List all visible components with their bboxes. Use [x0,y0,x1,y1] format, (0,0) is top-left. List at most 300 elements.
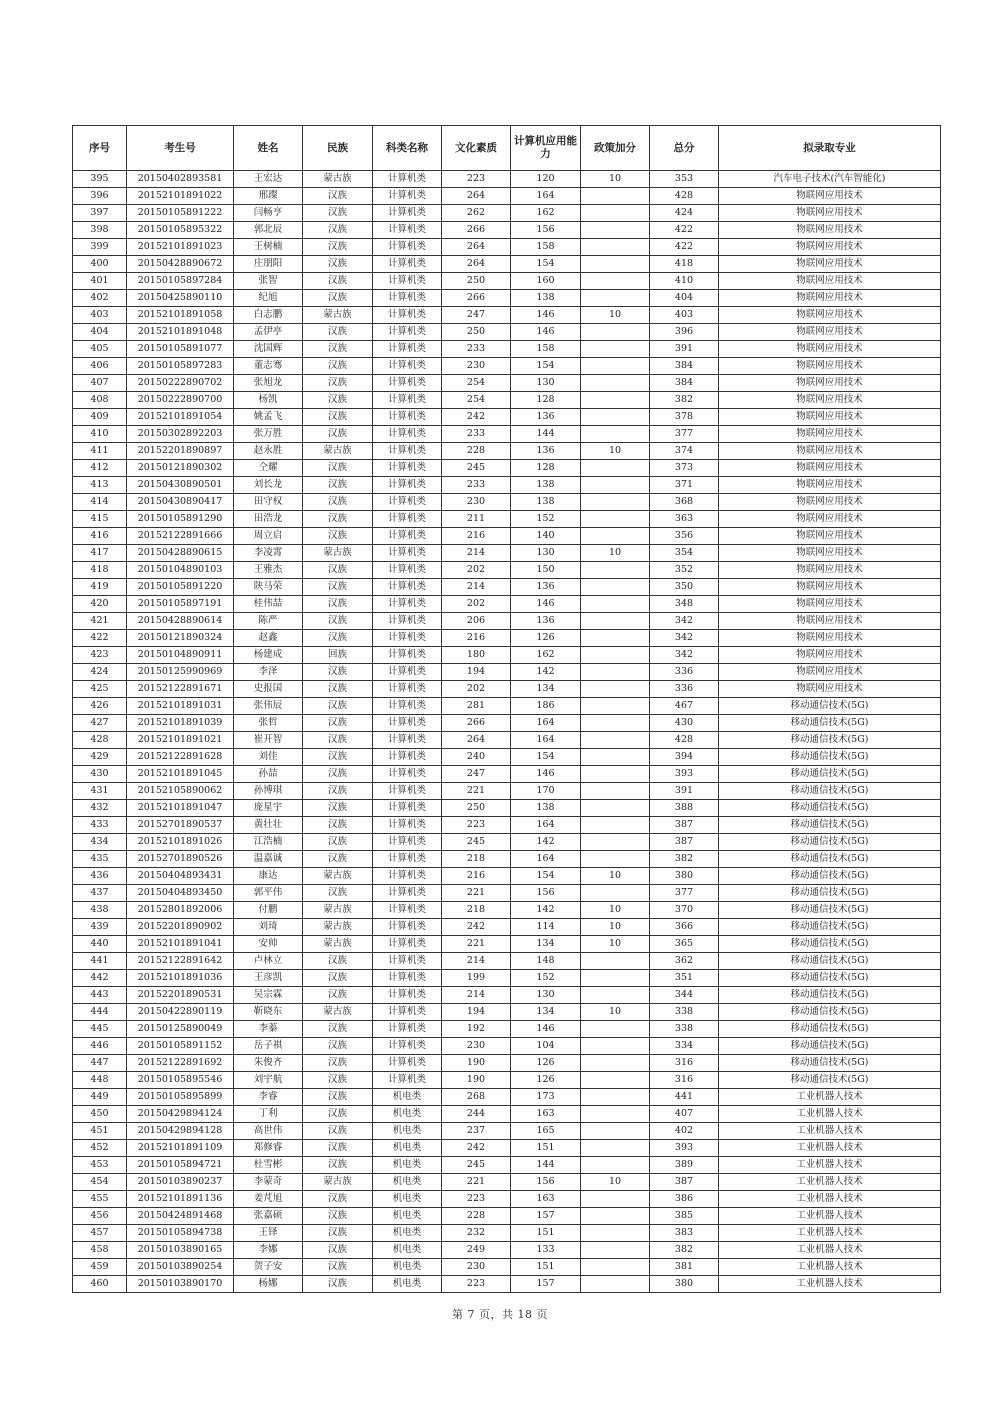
cell-skill-score: 154 [511,749,581,766]
cell-ethnicity: 汉族 [303,953,373,970]
cell-total: 366 [650,919,719,936]
cell-ethnicity: 蒙古族 [303,1174,373,1191]
cell-skill-score: 173 [511,1089,581,1106]
cell-total: 394 [650,749,719,766]
cell-ethnicity: 汉族 [303,426,373,443]
header-exam-id: 考生号 [127,126,234,171]
cell-index: 404 [73,324,127,341]
cell-ethnicity: 汉族 [303,698,373,715]
cell-category: 计算机类 [373,460,442,477]
cell-name: 张旭龙 [234,375,303,392]
cell-category: 计算机类 [373,936,442,953]
cell-skill-score: 126 [511,630,581,647]
header-major: 拟录取专业 [719,126,941,171]
cell-name: 李睿 [234,1089,303,1106]
cell-category: 计算机类 [373,171,442,188]
cell-category: 计算机类 [373,953,442,970]
cell-name: 李蓁 [234,1021,303,1038]
cell-exam-id: 20152101891026 [127,834,234,851]
cell-policy-bonus [581,715,650,732]
cell-name: 康达 [234,868,303,885]
table-row [73,1055,941,1072]
cell-major: 物联网应用技术 [719,664,941,681]
header-culture-score: 文化素质 [442,126,511,171]
cell-exam-id: 20152201890531 [127,987,234,1004]
cell-exam-id: 20150103890237 [127,1174,234,1191]
table-row [73,800,941,817]
cell-skill-score: 144 [511,1157,581,1174]
cell-category: 计算机类 [373,1072,442,1089]
cell-major: 移动通信技术(5G) [719,1072,941,1089]
cell-total: 342 [650,613,719,630]
table-row [73,1157,941,1174]
cell-category: 计算机类 [373,426,442,443]
cell-name: 闫畅亨 [234,205,303,222]
cell-total: 383 [650,1225,719,1242]
cell-total: 380 [650,1276,719,1293]
cell-skill-score: 138 [511,800,581,817]
cell-exam-id: 20152101891041 [127,936,234,953]
cell-category: 计算机类 [373,749,442,766]
cell-culture-score: 194 [442,1004,511,1021]
cell-index: 453 [73,1157,127,1174]
cell-skill-score: 164 [511,188,581,205]
cell-category: 计算机类 [373,698,442,715]
cell-ethnicity: 汉族 [303,1106,373,1123]
cell-total: 386 [650,1191,719,1208]
cell-skill-score: 146 [511,1021,581,1038]
cell-ethnicity: 汉族 [303,273,373,290]
cell-policy-bonus [581,783,650,800]
cell-policy-bonus [581,1089,650,1106]
cell-ethnicity: 汉族 [303,851,373,868]
cell-total: 418 [650,256,719,273]
cell-index: 454 [73,1174,127,1191]
cell-ethnicity: 蒙古族 [303,902,373,919]
table-row [73,613,941,630]
cell-ethnicity: 汉族 [303,664,373,681]
cell-total: 363 [650,511,719,528]
header-ethnicity: 民族 [303,126,373,171]
cell-name: 董志骞 [234,358,303,375]
cell-ethnicity: 汉族 [303,1225,373,1242]
cell-name: 桂伟喆 [234,596,303,613]
table-row [73,902,941,919]
cell-policy-bonus [581,987,650,1004]
cell-index: 426 [73,698,127,715]
cell-skill-score: 151 [511,1225,581,1242]
cell-category: 机电类 [373,1123,442,1140]
cell-name: 李凌霄 [234,545,303,562]
cell-total: 404 [650,290,719,307]
cell-skill-score: 162 [511,647,581,664]
cell-policy-bonus [581,596,650,613]
cell-exam-id: 20150105895899 [127,1089,234,1106]
table-row [73,545,941,562]
cell-category: 计算机类 [373,868,442,885]
cell-ethnicity: 蒙古族 [303,545,373,562]
cell-skill-score: 186 [511,698,581,715]
table-row [73,766,941,783]
cell-major: 物联网应用技术 [719,647,941,664]
cell-major: 物联网应用技术 [719,579,941,596]
cell-total: 338 [650,1021,719,1038]
cell-total: 382 [650,851,719,868]
table-row [73,579,941,596]
cell-exam-id: 20152101891047 [127,800,234,817]
cell-policy-bonus [581,579,650,596]
cell-culture-score: 233 [442,341,511,358]
cell-policy-bonus [581,222,650,239]
cell-major: 移动通信技术(5G) [719,817,941,834]
cell-major: 物联网应用技术 [719,222,941,239]
cell-name: 杨凯 [234,392,303,409]
cell-name: 张万胜 [234,426,303,443]
cell-index: 460 [73,1276,127,1293]
cell-exam-id: 20152101891021 [127,732,234,749]
cell-policy-bonus [581,834,650,851]
cell-name: 陕马荣 [234,579,303,596]
cell-index: 429 [73,749,127,766]
cell-skill-score: 104 [511,1038,581,1055]
cell-exam-id: 20150105891152 [127,1038,234,1055]
cell-index: 413 [73,477,127,494]
cell-ethnicity: 蒙古族 [303,1004,373,1021]
cell-total: 368 [650,494,719,511]
cell-exam-id: 20150105891220 [127,579,234,596]
cell-exam-id: 20152101891036 [127,970,234,987]
cell-exam-id: 20150105894721 [127,1157,234,1174]
cell-index: 411 [73,443,127,460]
cell-ethnicity: 蒙古族 [303,171,373,188]
cell-skill-score: 136 [511,613,581,630]
cell-exam-id: 20152122891628 [127,749,234,766]
cell-exam-id: 20150105891077 [127,341,234,358]
cell-exam-id: 20152105890062 [127,783,234,800]
cell-policy-bonus: 10 [581,919,650,936]
table-row [73,1259,941,1276]
cell-policy-bonus: 10 [581,307,650,324]
cell-policy-bonus [581,681,650,698]
cell-total: 382 [650,1242,719,1259]
cell-category: 计算机类 [373,477,442,494]
cell-exam-id: 20150422890119 [127,1004,234,1021]
cell-skill-score: 164 [511,817,581,834]
cell-name: 黄壮壮 [234,817,303,834]
cell-major: 移动通信技术(5G) [719,834,941,851]
cell-exam-id: 20150222890700 [127,392,234,409]
cell-policy-bonus [581,1140,650,1157]
cell-index: 402 [73,290,127,307]
table-row [73,222,941,239]
cell-ethnicity: 汉族 [303,239,373,256]
cell-ethnicity: 汉族 [303,324,373,341]
cell-index: 445 [73,1021,127,1038]
cell-total: 371 [650,477,719,494]
cell-index: 447 [73,1055,127,1072]
cell-policy-bonus [581,562,650,579]
cell-name: 卢林立 [234,953,303,970]
cell-exam-id: 20152201890902 [127,919,234,936]
cell-category: 计算机类 [373,273,442,290]
cell-exam-id: 20152101891023 [127,239,234,256]
cell-culture-score: 218 [442,851,511,868]
header-policy-bonus: 政策加分 [581,126,650,171]
cell-skill-score: 160 [511,273,581,290]
cell-category: 计算机类 [373,358,442,375]
cell-culture-score: 245 [442,460,511,477]
cell-index: 442 [73,970,127,987]
table-row [73,324,941,341]
cell-name: 杜雪彬 [234,1157,303,1174]
cell-exam-id: 20150103890170 [127,1276,234,1293]
cell-category: 计算机类 [373,732,442,749]
cell-ethnicity: 汉族 [303,1089,373,1106]
cell-index: 417 [73,545,127,562]
cell-category: 机电类 [373,1106,442,1123]
cell-culture-score: 214 [442,987,511,1004]
table-row [73,426,941,443]
cell-ethnicity: 汉族 [303,256,373,273]
cell-total: 373 [650,460,719,477]
cell-skill-score: 164 [511,732,581,749]
cell-index: 416 [73,528,127,545]
cell-ethnicity: 汉族 [303,613,373,630]
cell-skill-score: 146 [511,307,581,324]
cell-total: 348 [650,596,719,613]
cell-policy-bonus [581,358,650,375]
cell-index: 408 [73,392,127,409]
cell-major: 物联网应用技术 [719,460,941,477]
cell-skill-score: 163 [511,1191,581,1208]
cell-skill-score: 150 [511,562,581,579]
cell-category: 计算机类 [373,256,442,273]
cell-category: 计算机类 [373,528,442,545]
cell-major: 物联网应用技术 [719,528,941,545]
cell-policy-bonus [581,477,650,494]
cell-name: 姚孟飞 [234,409,303,426]
cell-ethnicity: 汉族 [303,681,373,698]
table-row [73,239,941,256]
cell-ethnicity: 汉族 [303,834,373,851]
cell-total: 352 [650,562,719,579]
table-row [73,1089,941,1106]
cell-skill-score: 128 [511,392,581,409]
cell-skill-score: 151 [511,1259,581,1276]
cell-skill-score: 164 [511,851,581,868]
cell-culture-score: 266 [442,290,511,307]
cell-index: 443 [73,987,127,1004]
cell-name: 温嘉诚 [234,851,303,868]
cell-culture-score: 223 [442,1191,511,1208]
cell-culture-score: 228 [442,443,511,460]
cell-total: 387 [650,817,719,834]
cell-exam-id: 20150429894128 [127,1123,234,1140]
cell-index: 433 [73,817,127,834]
header-total: 总分 [650,126,719,171]
cell-name: 刘琦 [234,919,303,936]
cell-index: 448 [73,1072,127,1089]
cell-index: 441 [73,953,127,970]
cell-culture-score: 232 [442,1225,511,1242]
cell-name: 姜芃旭 [234,1191,303,1208]
table-row [73,715,941,732]
cell-name: 庄朋阳 [234,256,303,273]
cell-name: 赵永胜 [234,443,303,460]
cell-skill-score: 146 [511,766,581,783]
cell-exam-id: 20152701890526 [127,851,234,868]
cell-index: 438 [73,902,127,919]
cell-major: 物联网应用技术 [719,188,941,205]
cell-total: 422 [650,222,719,239]
cell-policy-bonus [581,426,650,443]
cell-total: 387 [650,1174,719,1191]
header-skill-score: 计算机应用能力 [511,126,581,171]
cell-index: 403 [73,307,127,324]
cell-name: 王树楠 [234,239,303,256]
cell-exam-id: 20150302892203 [127,426,234,443]
cell-major: 移动通信技术(5G) [719,1055,941,1072]
cell-policy-bonus: 10 [581,1004,650,1021]
cell-skill-score: 154 [511,358,581,375]
cell-major: 移动通信技术(5G) [719,715,941,732]
cell-category: 计算机类 [373,205,442,222]
cell-ethnicity: 汉族 [303,494,373,511]
cell-major: 汽车电子技术(汽车智能化) [719,171,941,188]
cell-index: 400 [73,256,127,273]
cell-total: 380 [650,868,719,885]
cell-major: 移动通信技术(5G) [719,1038,941,1055]
cell-total: 334 [650,1038,719,1055]
table-row [73,851,941,868]
cell-skill-score: 156 [511,1174,581,1191]
cell-category: 计算机类 [373,1038,442,1055]
cell-ethnicity: 回族 [303,647,373,664]
cell-exam-id: 20150105894738 [127,1225,234,1242]
table-row [73,987,941,1004]
cell-major: 工业机器人技术 [719,1174,941,1191]
cell-category: 计算机类 [373,341,442,358]
cell-name: 孙喆 [234,766,303,783]
cell-name: 靳晓东 [234,1004,303,1021]
cell-index: 434 [73,834,127,851]
cell-total: 350 [650,579,719,596]
cell-ethnicity: 汉族 [303,1072,373,1089]
cell-major: 工业机器人技术 [719,1242,941,1259]
header-index: 序号 [73,126,127,171]
cell-policy-bonus [581,630,650,647]
table-row [73,596,941,613]
cell-exam-id: 20150428890672 [127,256,234,273]
table-row [73,1225,941,1242]
cell-major: 物联网应用技术 [719,307,941,324]
cell-category: 计算机类 [373,239,442,256]
cell-category: 计算机类 [373,511,442,528]
cell-ethnicity: 汉族 [303,766,373,783]
cell-skill-score: 114 [511,919,581,936]
cell-ethnicity: 汉族 [303,1055,373,1072]
header-row [73,126,941,171]
cell-skill-score: 151 [511,1140,581,1157]
cell-name: 刘长龙 [234,477,303,494]
table-row [73,358,941,375]
cell-policy-bonus [581,647,650,664]
cell-skill-score: 134 [511,1004,581,1021]
cell-major: 移动通信技术(5G) [719,902,941,919]
cell-name: 李蒙奇 [234,1174,303,1191]
cell-index: 421 [73,613,127,630]
cell-category: 机电类 [373,1140,442,1157]
cell-culture-score: 266 [442,715,511,732]
cell-skill-score: 154 [511,256,581,273]
cell-policy-bonus [581,290,650,307]
cell-name: 陈严 [234,613,303,630]
cell-ethnicity: 汉族 [303,1242,373,1259]
cell-major: 物联网应用技术 [719,324,941,341]
cell-exam-id: 20152201890897 [127,443,234,460]
cell-total: 378 [650,409,719,426]
table-row [73,647,941,664]
table-row [73,290,941,307]
table-row [73,681,941,698]
cell-exam-id: 20152101891054 [127,409,234,426]
cell-exam-id: 20150125890049 [127,1021,234,1038]
cell-policy-bonus [581,970,650,987]
cell-index: 406 [73,358,127,375]
cell-culture-score: 254 [442,375,511,392]
cell-skill-score: 126 [511,1072,581,1089]
cell-total: 381 [650,1259,719,1276]
cell-ethnicity: 汉族 [303,188,373,205]
cell-index: 397 [73,205,127,222]
cell-major: 物联网应用技术 [719,477,941,494]
cell-major: 移动通信技术(5G) [719,970,941,987]
table-row [73,1140,941,1157]
cell-total: 422 [650,239,719,256]
cell-skill-score: 164 [511,715,581,732]
cell-culture-score: 250 [442,800,511,817]
cell-exam-id: 20150105895322 [127,222,234,239]
cell-category: 计算机类 [373,885,442,902]
cell-category: 机电类 [373,1276,442,1293]
cell-policy-bonus [581,409,650,426]
cell-name: 杨娜 [234,1276,303,1293]
cell-name: 郭北辰 [234,222,303,239]
cell-name: 刘佳 [234,749,303,766]
cell-major: 物联网应用技术 [719,273,941,290]
cell-index: 405 [73,341,127,358]
cell-policy-bonus [581,341,650,358]
cell-category: 计算机类 [373,579,442,596]
cell-skill-score: 142 [511,902,581,919]
cell-skill-score: 144 [511,426,581,443]
cell-total: 374 [650,443,719,460]
cell-category: 机电类 [373,1208,442,1225]
cell-name: 周立启 [234,528,303,545]
cell-category: 计算机类 [373,783,442,800]
cell-name: 王彦凯 [234,970,303,987]
cell-policy-bonus [581,460,650,477]
table-row [73,460,941,477]
cell-category: 计算机类 [373,290,442,307]
cell-skill-score: 128 [511,460,581,477]
cell-name: 刘宇航 [234,1072,303,1089]
cell-major: 工业机器人技术 [719,1123,941,1140]
cell-category: 机电类 [373,1225,442,1242]
cell-total: 365 [650,936,719,953]
cell-index: 435 [73,851,127,868]
cell-culture-score: 202 [442,596,511,613]
